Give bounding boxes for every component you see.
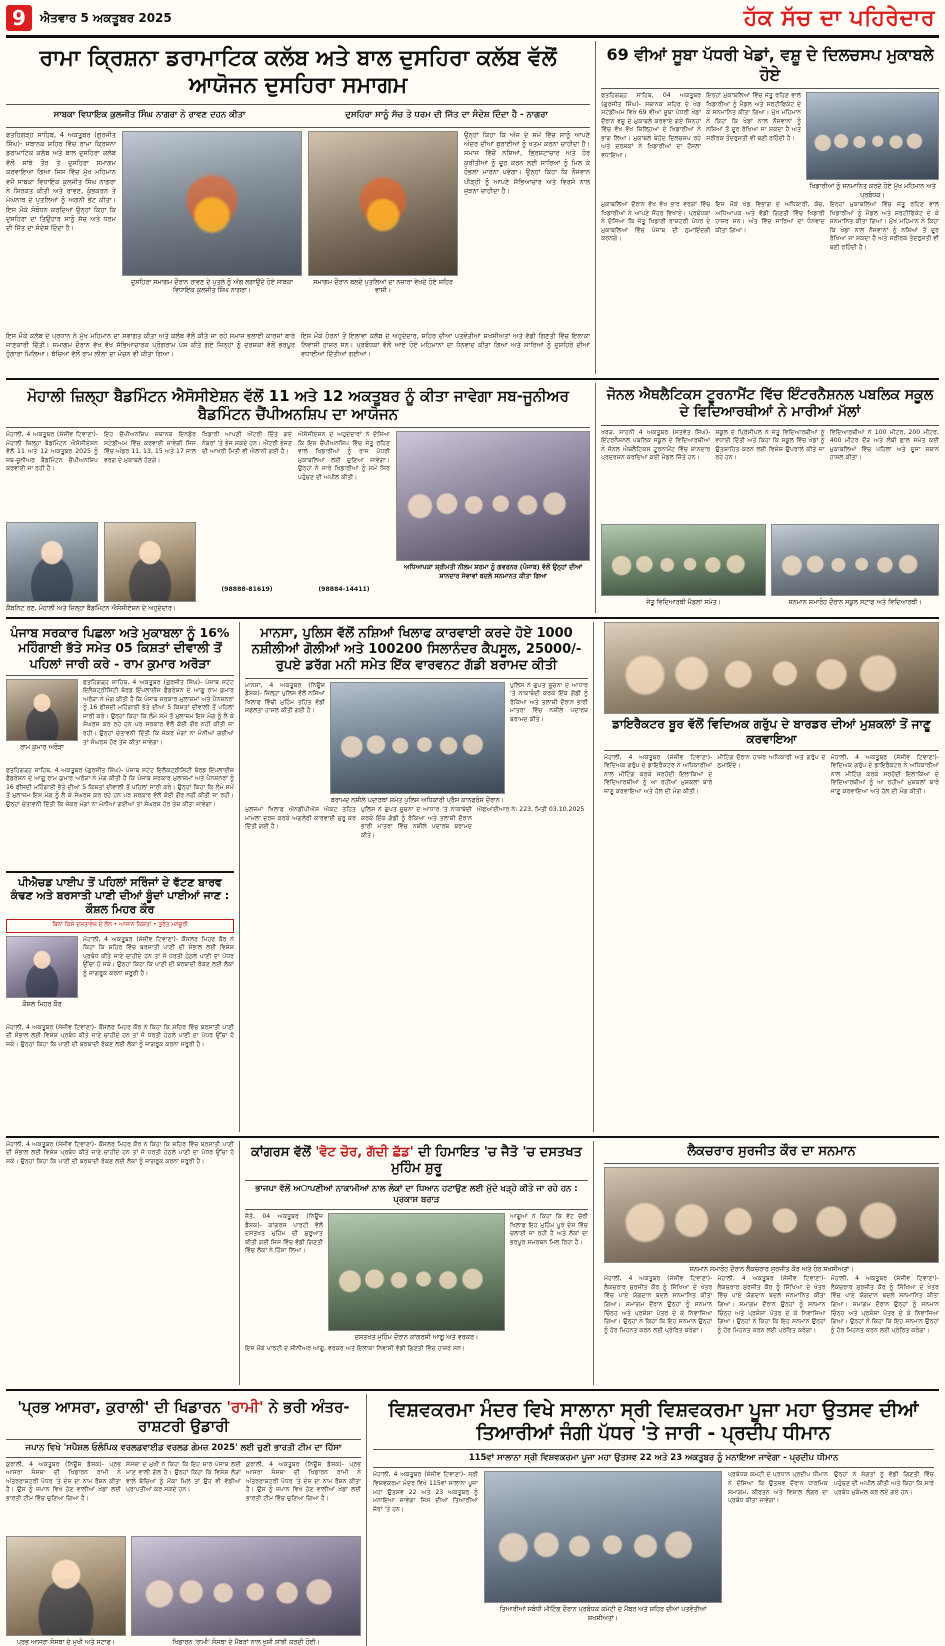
electricity-portrait: [6, 679, 78, 741]
award-photo-caption: ਅਧਿਆਪਕਾ ਸ਼੍ਰੀਮਤੀ ਨੀਲਮ ਸ਼ਰਮਾ ਨੂੰ ਗਵਰਨਰ (ਪੰਜਾਬ) ਵੱਲੋਂ ਉਨ੍ਹਾਂ ਦੀਆਂ ਸ਼ਾਨਦਾਰ ਸੇਵਾਵਾਂ ਬਦਲੇ ਸਨਮਾਨਤ ਕੀਤਾ ਗਿਆ: [403, 563, 583, 580]
masthead: [6, 4, 939, 38]
director-column-1: ਮੋਹਾਲੀ, 4 ਅਕਤੂਬਰ (ਸੰਜੀਵ ਟਿਵਾਣਾ)- ਵਿਦਿਅਕ ਗਰੁੱਪ ਦੇ ਡਾਇਰੈਕਟਰ ਨੇ ਅਧਿਕਾਰੀਆਂ ਨਾਲ ਮੀਟਿੰਗ ਕਰਕੇ ਸਰਹੱਦੀ ਇਲਾਕਿਆਂ ਦੇ ਵਿਦਿਆਰਥੀਆਂ ਨੂੰ ਆ ਰਹੀਆਂ ਮੁਸ਼ਕਲਾਂ ਬਾਰੇ ਜਾਣੂ ਕਰਵਾਇਆ ਅਤੇ ਹੱਲ ਦੀ ਮੰਗ ਕੀਤੀ।: [604, 753, 713, 796]
congress-column-3: ਇਸ ਮੌਕੇ ਪਾਰਟੀ ਦੇ ਸੀਨੀਅਰ ਆਗੂ, ਵਰਕਰ ਅਤੇ ਇਲਾਕਾ ਨਿਵਾਸੀ ਵੱਡੀ ਗਿਣਤੀ ਵਿੱਚ ਹਾਜ਼ਰ ਸਨ।: [245, 1345, 466, 1353]
lecturer-column-1: ਮੋਹਾਲੀ, 4 ਅਕਤੂਬਰ (ਸੰਜੀਵ ਟਿਵਾਣਾ)- ਲੈਕਚਰਾਰ ਸੁਰਜੀਤ ਕੌਰ ਨੂੰ ਸਿੱਖਿਆ ਦੇ ਖੇਤਰ ਵਿੱਚ ਪਾਏ ਯੋਗਦਾਨ ਬਦਲੇ ਸਨਮਾਨਿਤ ਕੀਤਾ ਗਿਆ। ਸਮਾਗਮ ਦੌਰਾਨ ਉਨ੍ਹਾਂ ਨੂੰ ਸਨਮਾਨ ਚਿੰਨ੍ਹ ਅਤੇ ਪ੍ਰਸ਼ੰਸਾ ਪੱਤਰ ਦੇ ਕੇ ਨਿਵਾਜਿਆ ਗਿਆ। ਉਨ੍ਹਾਂ ਨੇ ਕਿਹਾ ਕਿ ਇਹ ਸਨਮਾਨ ਉਨ੍ਹਾਂ ਨੂੰ ਹੋਰ ਮਿਹਨਤ ਕਰਨ ਲਈ ਪ੍ਰੇਰਿਤ ਕਰੇਗਾ।: [604, 1275, 713, 1334]
water-body: ਮੋਹਾਲੀ, 4 ਅਕਤੂਬਰ (ਸੰਜੀਵ ਟਿਵਾਣਾ)- ਕੌਂਸਲਰ ਮਿਹਰ ਕੌਰ ਨੇ ਕਿਹਾ ਕਿ ਸ਼ਹਿਰ ਵਿੱਚ ਬਰਸਾਤੀ ਪਾਣੀ ਦੀ ਸੰਭਾਲ ਲਈ ਵਿਸ਼ੇਸ਼ ਪ੍ਰਬੰਧ ਕੀਤੇ ਜਾਣੇ ਚਾਹੀਦੇ ਹਨ ਤਾਂ ਜੋ ਧਰਤੀ ਹੇਠਲੇ ਪਾਣੀ ਦਾ ਪੱਧਰ ਉੱਚਾ ਹੋ ਸਕੇ। ਉਨ੍ਹਾਂ ਕਿਹਾ ਕਿ ਪਾਣੀ ਦੀ ਬਰਬਾਦੀ ਰੋਕਣ ਲਈ ਲੋਕਾਂ ਨੂੰ ਜਾਗਰੂਕ ਕਰਨਾ ਜ਼ਰੂਰੀ ਹੈ।: [83, 935, 234, 977]
congress-photo-caption: ਦਸਤਖਤ ਮੁਹਿੰਮ ਦੌਰਾਨ ਕਾਂਗਰਸੀ ਆਗੂ ਅਤੇ ਵਰਕਰ।: [354, 1333, 479, 1342]
newspaper-logo: ਹੱਕ ਸੱਚ ਦਾ ਪਹਿਰੇਦਾਰ: [743, 5, 935, 31]
bottom-band: [6, 1394, 939, 1646]
vishwakarma-photo: [484, 1471, 722, 1603]
director-column-2: ਮੀਟਿੰਗ ਦੌਰਾਨ ਹਾਜ਼ਰ ਅਧਿਕਾਰੀ ਅਤੇ ਗਰੁੱਪ ਦੇ ਨੁਮਾਇੰਦੇ।: [717, 753, 826, 770]
sports-photo-caption: ਖਿਡਾਰੀਆਂ ਨੂੰ ਸਨਮਾਨਿਤ ਕਰਦੇ ਹੋਏ ਮੁੱਖ ਮਹਿਮਾਨ ਅਤੇ ਪ੍ਰਬੰਧਕ।: [809, 182, 936, 199]
vishwakarma-article: [366, 1394, 934, 1646]
loan-ad-banner[interactable]: [6, 919, 234, 933]
police-column-1: ਮਾਨਸਾ, 4 ਅਕਤੂਬਰ (ਨਿਊਜ਼ ਡੈਸਕ)- ਜ਼ਿਲ੍ਹਾ ਪੁਲਿਸ ਵੱਲੋਂ ਨਸ਼ਿਆਂ ਖਿਲਾਫ ਵਿੱਢੀ ਮੁਹਿੰਮ ਤਹਿਤ ਵੱਡੀ ਸਫਲਤਾ ਹਾਸਲ ਕੀਤੀ ਗਈ ਹੈ।: [245, 681, 325, 715]
vishwakarma-column-1: ਮੋਹਾਲੀ, 4 ਅਕਤੂਬਰ (ਸੰਜੀਵ ਟਿਵਾਣਾ)- ਸ੍ਰੀ ਵਿਸ਼ਵਕਰਮਾ ਮੰਦਰ ਵਿਖੇ 115ਵਾਂ ਸਾਲਾਨਾ ਪੂਜਾ ਮਹਾ ਉਤਸਵ 22 ਅਤੇ 23 ਅਕਤੂਬਰ ਨੂੰ ਮਨਾਇਆ ਜਾਵੇਗਾ ਜਿਸ ਦੀਆਂ ਤਿਆਰੀਆਂ ਜ਼ੋਰਾਂ 'ਤੇ ਹਨ।: [373, 1471, 478, 1513]
sports-column-1: ਫਤਹਿਗੜ੍ਹ ਸਾਹਿਬ, 04 ਅਕਤੂਬਰ (ਗੁਰਜੀਤ ਸਿੰਘ)- ਸਥਾਨਕ ਸ਼ਹਿਰ ਦੇ ਖੇਡ ਸਟੇਡੀਅਮ ਵਿਖੇ 69 ਵੀਆਂ ਸੂਬਾ ਪੱਧਰੀ ਖੇਡਾਂ ਦੌਰਾਨ ਵਸ਼ੂ ਦੇ ਮੁਕਾਬਲੇ ਕਰਵਾਏ ਗਏ ਜਿਨ੍ਹਾਂ ਵਿੱਚ ਵੱਖ ਵੱਖ ਜ਼ਿਲ੍ਹਿਆਂ ਦੇ ਖਿਡਾਰੀਆਂ ਨੇ ਭਾਗ ਲਿਆ। ਮੁਕਾਬਲੇ ਬੇਹੱਦ ਦਿਲਚਸਪ ਰਹੇ ਅਤੇ ਦਰਸ਼ਕਾਂ ਨੇ ਖਿਡਾਰੀਆਂ ਦਾ ਹੌਸਲਾ ਵਧਾਇਆ।: [601, 92, 702, 159]
police-column-4: ਪੁਲਿਸ ਨੇ ਗੁਪਤ ਸੂਚਨਾ ਦੇ ਆਧਾਰ 'ਤੇ ਨਾਕਾਬੰਦੀ ਕਰਕੇ ਇੱਕ ਗੱਡੀ ਨੂੰ ਰੋਕਿਆ ਅਤੇ ਤਲਾਸ਼ੀ ਦੌਰਾਨ ਭਾਰੀ ਮਾਤਰਾ ਵਿੱਚ ਨਸ਼ੀਲੇ ਪਦਾਰਥ ਬਰਾਮਦ ਕੀਤੇ।: [361, 806, 472, 839]
electricity-body: ਫਤਹਿਗੜ੍ਹ ਸਾਹਿਬ, 4 ਅਕਤੂਬਰ (ਗੁਰਜੀਤ ਸਿੰਘ)- ਪੰਜਾਬ ਸਟੇਟ ਇਲੈਕਟ੍ਰੀਸਿਟੀ ਬੋਰਡ ਇੰਪਲਾਈਜ਼ ਫੈਡਰੇਸ਼ਨ ਦੇ ਆਗੂ ਰਾਮ ਕੁਮਾਰ ਅਰੋੜਾ ਨੇ ਮੰਗ ਕੀਤੀ ਹੈ ਕਿ ਪੰਜਾਬ ਸਰਕਾਰ ਮੁਲਾਜ਼ਮਾਂ ਅਤੇ ਪੈਨਸ਼ਨਰਾਂ ਨੂੰ 16 ਫੀਸਦੀ ਮਹਿੰਗਾਈ ਭੱਤੇ ਦੀਆਂ 5 ਕਿਸ਼ਤਾਂ ਦੀਵਾਲੀ ਤੋਂ ਪਹਿਲਾਂ ਜਾਰੀ ਕਰੇ। ਉਨ੍ਹਾਂ ਕਿਹਾ ਕਿ ਲੰਮੇ ਸਮੇਂ ਤੋਂ ਮੁਲਾਜ਼ਮ ਇਸ ਮੰਗ ਨੂੰ ਲੈ ਕੇ ਸੰਘਰਸ਼ ਕਰ ਰਹੇ ਹਨ ਪਰ ਸਰਕਾਰ ਵੱਲੋਂ ਕੋਈ ਗੌਰ ਨਹੀਂ ਕੀਤੀ ਜਾ ਰਹੀ। ਉਨ੍ਹਾਂ ਚੇਤਾਵਨੀ ਦਿੱਤੀ ਕਿ ਜੇਕਰ ਮੰਗਾਂ ਨਾ ਮੰਨੀਆਂ ਗਈਆਂ ਤਾਂ ਸੰਘਰਸ਼ ਹੋਰ ਤੇਜ਼ ਕੀਤਾ ਜਾਵੇਗਾ।: [83, 678, 234, 746]
badminton-headline: ਮੋਹਾਲੀ ਜ਼ਿਲ੍ਹਾ ਬੈਡਮਿੰਟਨ ਐਸੋਸੀਏਸ਼ਨ ਵੱਲੋਂ 11 ਅਤੇ 12 ਅਕਤੂਬਰ ਨੂੰ ਕੀਤਾ ਜਾਵੇਗਾ ਸਬ-ਜੂਨੀਅਰ ਬੈਡਮਿੰਟਨ ਚੈਂਪੀਅਨਸ਼ਿਪ ਦਾ ਆਯੋਜਨ: [27, 386, 569, 424]
sports-column-5: ਇਨ੍ਹਾਂ ਮੁਕਾਬਲਿਆਂ ਵਿੱਚ ਜੇਤੂ ਰਹਿਣ ਵਾਲੇ ਖਿਡਾਰੀਆਂ ਨੂੰ ਮੈਡਲ ਅਤੇ ਸਰਟੀਫਿਕੇਟ ਦੇ ਕੇ ਸਨਮਾਨਿਤ ਕੀਤਾ ਗਿਆ। ਮੁੱਖ ਮਹਿਮਾਨ ਨੇ ਕਿਹਾ ਕਿ ਖੇਡਾਂ ਨਾਲ ਨੌਜਵਾਨਾਂ ਨੂੰ ਨਸ਼ਿਆਂ ਤੋਂ ਦੂਰ ਰੱਖਿਆ ਜਾ ਸਕਦਾ ਹੈ ਅਤੇ ਸਰੀਰਕ ਤੰਦਰੁਸਤੀ ਵੀ ਬਣੀ ਰਹਿੰਦੀ ਹੈ।: [829, 201, 939, 252]
lead-photo-2: [308, 131, 458, 276]
vishwakarma-column-3: ਉਨ੍ਹਾਂ ਨੇ ਸੰਗਤਾਂ ਨੂੰ ਵੱਡੀ ਗਿਣਤੀ ਵਿੱਚ ਪਹੁੰਚਣ ਦੀ ਅਪੀਲ ਕੀਤੀ ਅਤੇ ਕਿਹਾ ਕਿ ਸਾਰੇ ਪ੍ਰਬੰਧ ਮੁਕੰਮਲ ਕਰ ਲਏ ਗਏ ਹਨ।: [834, 1471, 934, 1496]
athletics-headline: ਜੋਨਲ ਐਥਲੈਟਿਕਸ ਟੂਰਨਾਮੈਂਟ ਵਿੱਚ ਇੰਟਰਨੈਸ਼ਨਲ ਪਬਲਿਕ ਸਕੂਲ ਦੇ ਵਿਦਿਆਰਥੀਆਂ ਨੇ ਮਾਰੀਆਂ ਮੱਲਾਂ: [606, 386, 934, 421]
lecturer-headline: ਲੈਕਚਰਾਰ ਸੁਰਜੀਤ ਕੌਰ ਦਾ ਸਨਮਾਨ: [687, 1143, 856, 1159]
badminton-contact-2: (98884-14411): [318, 586, 370, 594]
congress-photo: [328, 1213, 505, 1331]
sports-column-3: ਮੁਕਾਬਲਿਆਂ ਦੌਰਾਨ ਵੱਖ ਵੱਖ ਭਾਰ ਵਰਗਾਂ ਵਿੱਚ ਖਿਡਾਰੀਆਂ ਨੇ ਆਪਣੇ ਜੌਹਰ ਵਿਖਾਏ। ਪ੍ਰਬੰਧਕਾਂ ਨੇ ਦੱਸਿਆ ਕਿ ਜੇਤੂ ਖਿਡਾਰੀ ਰਾਸ਼ਟਰੀ ਪੱਧਰ ਦੇ ਮੁਕਾਬਲਿਆਂ ਵਿੱਚ ਪੰਜਾਬ ਦੀ ਨੁਮਾਇੰਦਗੀ ਕਰਨਗੇ।: [601, 201, 711, 243]
prabh-photo-2: [131, 1536, 361, 1636]
prabh-asra-article: [6, 1394, 361, 1646]
congress-column-1: ਜੈਤੋ, 04 ਅਕਤੂਬਰ (ਨਿਊਜ਼ ਡੈਸਕ)- ਕਾਂਗਰਸ ਪਾਰਟੀ ਵੱਲੋਂ ਦਸਤਖਤ ਮੁਹਿੰਮ ਦੀ ਸ਼ੁਰੂਆਤ ਕੀਤੀ ਗਈ ਜਿਸ ਵਿੱਚ ਵੱਡੀ ਗਿਣਤੀ ਵਿੱਚ ਲੋਕਾਂ ਨੇ ਹਿੱਸਾ ਲਿਆ।: [245, 1213, 323, 1255]
lecturer-column-3: ਮੋਹਾਲੀ, 4 ਅਕਤੂਬਰ (ਸੰਜੀਵ ਟਿਵਾਣਾ)- ਲੈਕਚਰਾਰ ਸੁਰਜੀਤ ਕੌਰ ਨੂੰ ਸਿੱਖਿਆ ਦੇ ਖੇਤਰ ਵਿੱਚ ਪਾਏ ਯੋਗਦਾਨ ਬਦਲੇ ਸਨਮਾਨਿਤ ਕੀਤਾ ਗਿਆ। ਸਮਾਗਮ ਦੌਰਾਨ ਉਨ੍ਹਾਂ ਨੂੰ ਸਨਮਾਨ ਚਿੰਨ੍ਹ ਅਤੇ ਪ੍ਰਸ਼ੰਸਾ ਪੱਤਰ ਦੇ ਕੇ ਨਿਵਾਜਿਆ ਗਿਆ। ਉਨ੍ਹਾਂ ਨੇ ਕਿਹਾ ਕਿ ਇਹ ਸਨਮਾਨ ਉਨ੍ਹਾਂ ਨੂੰ ਹੋਰ ਮਿਹਨਤ ਕਰਨ ਲਈ ਪ੍ਰੇਰਿਤ ਕਰੇਗਾ।: [830, 1275, 939, 1334]
police-article: [239, 622, 594, 1132]
badminton-column-3: ਖਿਡਾਰੀ ਆਪਣੀ ਐਂਟਰੀ ਦਿੱਤੇ ਗਏ ਨੰਬਰਾਂ 'ਤੇ ਭੇਜ ਸਕਦੇ ਹਨ। ਐਂਟਰੀ ਭੇਜਣ ਦੀ ਆਖਰੀ ਮਿਤੀ ਵੀ ਐਲਾਨੀ ਗਈ ਹੈ।: [202, 431, 292, 456]
police-photo-caption: ਬਰਾਮਦ ਨਸ਼ੀਲੇ ਪਦਾਰਥਾਂ ਸਮੇਤ ਪੁਲਿਸ ਅਧਿਕਾਰੀ ਪ੍ਰੈਸ ਕਾਨਫਰੰਸ ਦੌਰਾਨ।: [330, 795, 505, 804]
top-band: [6, 41, 939, 374]
lead-subhead-right: ਦੁਸਹਿਰਾ ਸਾਨੂੰ ਸੱਚ ਤੇ ਧਰਮ ਦੀ ਜਿੱਤ ਦਾ ਸੰਦੇਸ਼ ਦਿੰਦਾ ਹੈ - ਨਾਗਰਾ: [345, 109, 548, 120]
lecturer-photo: [604, 1167, 939, 1263]
police-column-5: ਐਫਆਈਆਰ ਨੰ: 223, ਮਿਤੀ 03.10.2025: [477, 806, 585, 814]
fourth-left-spacer: [6, 1141, 234, 1386]
lecturer-column-2: ਮੋਹਾਲੀ, 4 ਅਕਤੂਬਰ (ਸੰਜੀਵ ਟਿਵਾਣਾ)- ਲੈਕਚਰਾਰ ਸੁਰਜੀਤ ਕੌਰ ਨੂੰ ਸਿੱਖਿਆ ਦੇ ਖੇਤਰ ਵਿੱਚ ਪਾਏ ਯੋਗਦਾਨ ਬਦਲੇ ਸਨਮਾਨਿਤ ਕੀਤਾ ਗਿਆ। ਸਮਾਗਮ ਦੌਰਾਨ ਉਨ੍ਹਾਂ ਨੂੰ ਸਨਮਾਨ ਚਿੰਨ੍ਹ ਅਤੇ ਪ੍ਰਸ਼ੰਸਾ ਪੱਤਰ ਦੇ ਕੇ ਨਿਵਾਜਿਆ ਗਿਆ। ਉਨ੍ਹਾਂ ਨੇ ਕਿਹਾ ਕਿ ਇਹ ਸਨਮਾਨ ਉਨ੍ਹਾਂ ਨੂੰ ਹੋਰ ਮਿਹਨਤ ਕਰਨ ਲਈ ਪ੍ਰੇਰਿਤ ਕਰੇਗਾ।: [717, 1275, 826, 1334]
vishwakarma-photo-caption: ਤਿਆਰੀਆਂ ਸਬੰਧੀ ਮੀਟਿੰਗ ਦੌਰਾਨ ਪ੍ਰਬੰਧਕ ਕਮੇਟੀ ਦੇ ਮੈਂਬਰ ਅਤੇ ਸ਼ਹਿਰ ਦੀਆਂ ਪਤਵੰਤੀਆਂ ਸ਼ਖਸੀਅਤਾਂ।: [499, 1605, 707, 1623]
congress-column-2: ਆਗੂਆਂ ਨੇ ਕਿਹਾ ਕਿ ਵੋਟ ਚੋਰੀ ਖਿਲਾਫ ਇਹ ਮੁਹਿੰਮ ਪੂਰੇ ਦੇਸ਼ ਵਿੱਚ ਚਲਾਈ ਜਾ ਰਹੀ ਹੈ ਅਤੇ ਲੋਕਾਂ ਦਾ ਭਰਪੂਰ ਸਮਰਥਨ ਮਿਲ ਰਿਹਾ ਹੈ।: [510, 1213, 588, 1246]
lead-photo-1: [122, 131, 302, 276]
badminton-column-4: ਐਸੋਸੀਏਸ਼ਨ ਦੇ ਅਹੁਦੇਦਾਰਾਂ ਨੇ ਦੱਸਿਆ ਕਿ ਇਸ ਚੈਂਪੀਅਨਸ਼ਿਪ ਵਿੱਚ ਜੇਤੂ ਰਹਿਣ ਵਾਲੇ ਖਿਡਾਰੀਆਂ ਨੂੰ ਰਾਜ ਪੱਧਰੀ ਮੁਕਾਬਲਿਆਂ ਲਈ ਚੁਣਿਆ ਜਾਵੇਗਾ। ਉਨ੍ਹਾਂ ਨੇ ਸਾਰੇ ਖਿਡਾਰੀਆਂ ਨੂੰ ਸਮੇਂ ਸਿਰ ਪਹੁੰਚਣ ਦੀ ਅਪੀਲ ਕੀਤੀ।: [298, 431, 390, 481]
lead-column-4: ਇਸ ਮੌਕੇ ਹੋਰਨਾਂ ਤੋਂ ਇਲਾਵਾ ਕਲੱਬ ਦੇ ਅਹੁਦੇਦਾਰ, ਸ਼ਹਿਰ ਦੀਆਂ ਪਤਵੰਤੀਆਂ ਸ਼ਖਸੀਅਤਾਂ ਅਤੇ ਵੱਡੀ ਗਿਣਤੀ ਵਿੱਚ ਇਲਾਕਾ ਨਿਵਾਸੀ ਹਾਜ਼ਰ ਸਨ। ਪ੍ਰਬੰਧਕਾਂ ਵੱਲੋਂ ਆਏ ਹੋਏ ਮਹਿਮਾਨਾਂ ਦਾ ਧੰਨਵਾਦ ਕੀਤਾ ਗਿਆ ਅਤੇ ਸਾਰਿਆਂ ਨੂੰ ਦੁਸਹਿਰੇ ਦੀਆਂ ਵਧਾਈਆਂ ਦਿੱਤੀਆਂ ਗਈਆਂ।: [301, 331, 591, 359]
badminton-article: [6, 383, 590, 613]
third-band: [6, 622, 939, 1132]
athletics-caption-right: ਸਨਮਾਨ ਸਮਾਰੋਹ ਦੌਰਾਨ ਸਕੂਲ ਸਟਾਫ ਅਤੇ ਵਿਦਿਆਰਥੀ।: [788, 597, 922, 606]
second-band: [6, 383, 939, 613]
congress-subhead: ਭਾਜਪਾ ਵੱਲੋਂ ਅਾਪਣੀਆਂ ਨਾਕਾਮੀਆਂ ਨਾਲ ਲੋਕਾਂ ਦਾ ਧਿਆਨ ਹਟਾਉਣ ਲਈ ਮੁੱਦੇ ਖੜ੍ਹੇ ਕੀਤੇ ਜਾ ਰਹੇ ਹਨ : ਪ੍ਰਕਾਸ਼ ਬਰਾੜ: [255, 1184, 578, 1206]
prabh-column-2: ਸੰਸਥਾ ਦੇ ਮੁਖੀ ਨੇ ਕਿਹਾ ਕਿ ਇਹ ਸਾਰੇ ਪੰਜਾਬ ਲਈ ਮਾਣ ਵਾਲੀ ਗੱਲ ਹੈ। ਉਨ੍ਹਾਂ ਕਿਹਾ ਕਿ ਵਿਸ਼ੇਸ਼ ਲੋੜਾਂ ਵਾਲੇ ਬੱਚਿਆਂ ਨੂੰ ਮੌਕਾ ਮਿਲੇ ਤਾਂ ਉਹ ਵੀ ਵੱਡੀਆਂ ਪ੍ਰਾਪਤੀਆਂ ਕਰ ਸਕਦੇ ਹਨ।: [126, 1460, 241, 1494]
badminton-portrait-2: [104, 522, 196, 602]
left-stack: [6, 622, 234, 1132]
lead-headline: ਰਾਮਾ ਕ੍ਰਿਸ਼ਨਾ ਡਰਾਮਾਟਿਕ ਕਲੱਬ ਅਤੇ ਬਾਲ ਦੁਸਹਿਰਾ ਕਲੱਬ ਵੱਲੋਂ ਆਯੋਜਨ ਦੁਸਹਿਰਾ ਸਮਾਗਮ: [39, 46, 557, 98]
congress-headline-post: ਦੀ ਹਿਮਾਇਤ 'ਚ ਜੈਤੋ 'ਚ ਦਸਤਖਤ ਮੁਹਿੰਮ ਸ਼ੁਰੂ: [391, 1144, 582, 1176]
lead-photo-2-caption: ਸਮਾਗਮ ਦੌਰਾਨ ਬਲਦੇ ਪੁਤਲਿਆਂ ਦਾ ਨਜ਼ਾਰਾ ਵੇਖਦੇ ਹੋਏ ਸ਼ਹਿਰ ਵਾਸੀ।: [313, 277, 453, 295]
water-body-cont: ਮੋਹਾਲੀ, 4 ਅਕਤੂਬਰ (ਸੰਜੀਵ ਟਿਵਾਣਾ)- ਕੌਂਸਲਰ ਮਿਹਰ ਕੌਰ ਨੇ ਕਿਹਾ ਕਿ ਸ਼ਹਿਰ ਵਿੱਚ ਬਰਸਾਤੀ ਪਾਣੀ ਦੀ ਸੰਭਾਲ ਲਈ ਵਿਸ਼ੇਸ਼ ਪ੍ਰਬੰਧ ਕੀਤੇ ਜਾਣੇ ਚਾਹੀਦੇ ਹਨ ਤਾਂ ਜੋ ਧਰਤੀ ਹੇਠਲੇ ਪਾਣੀ ਦਾ ਪੱਧਰ ਉੱਚਾ ਹੋ ਸਕੇ। ਉਨ੍ਹਾਂ ਕਿਹਾ ਕਿ ਪਾਣੀ ਦੀ ਬਰਬਾਦੀ ਰੋਕਣ ਲਈ ਲੋਕਾਂ ਨੂੰ ਜਾਗਰੂਕ ਕਰਨਾ ਜ਼ਰੂਰੀ ਹੈ।: [6, 1023, 234, 1048]
page-number-badge: 9: [6, 5, 32, 31]
vishwakarma-column-2: ਪ੍ਰਬੰਧਕ ਕਮੇਟੀ ਦੇ ਪ੍ਰਧਾਨ ਪ੍ਰਦੀਪ ਧੀਮਾਨ ਨੇ ਦੱਸਿਆ ਕਿ ਉਤਸਵ ਦੌਰਾਨ ਧਾਰਮਿਕ ਸਮਾਗਮ, ਕੀਰਤਨ ਅਤੇ ਵਿਸ਼ਾਲ ਲੰਗਰ ਦਾ ਪ੍ਰਬੰਧ ਕੀਤਾ ਜਾਵੇਗਾ।: [728, 1471, 828, 1505]
water-portrait: [6, 936, 78, 998]
prabh-column-3: ਕੁਰਾਲੀ, 4 ਅਕਤੂਬਰ (ਨਿਊਜ਼ ਡੈਸਕ)- ਪ੍ਰਭ ਆਸਰਾ ਸੰਸਥਾ ਦੀ ਖਿਡਾਰਨ ਰਾਮੀ ਨੇ ਅੰਤਰਰਾਸ਼ਟਰੀ ਪੱਧਰ 'ਤੇ ਦੇਸ਼ ਦਾ ਨਾਮ ਰੌਸ਼ਨ ਕੀਤਾ ਹੈ। ਉਸ ਨੂੰ ਜਪਾਨ ਵਿਖੇ ਹੋਣ ਵਾਲੀਆਂ ਖੇਡਾਂ ਲਈ ਭਾਰਤੀ ਟੀਮ ਵਿੱਚ ਚੁਣਿਆ ਗਿਆ ਹੈ।: [246, 1460, 361, 1502]
prabh-caption-1: ਪ੍ਰਭ ਆਸਰਾ ਸੰਸਥਾ ਦੇ ਮੁਖੀ ਅਤੇ ਸਟਾਫ।: [16, 1637, 116, 1646]
lead-column-3: ਇਸ ਮੌਕੇ ਕਲੱਬ ਦੇ ਪ੍ਰਧਾਨ ਨੇ ਮੁੱਖ ਮਹਿਮਾਨ ਦਾ ਸਵਾਗਤ ਕੀਤਾ ਅਤੇ ਕਲੱਬ ਵੱਲੋਂ ਕੀਤੇ ਜਾ ਰਹੇ ਸਮਾਜ ਭਲਾਈ ਕਾਰਜਾਂ ਬਾਰੇ ਜਾਣਕਾਰੀ ਦਿੱਤੀ। ਸਮਾਗਮ ਦੌਰਾਨ ਵੱਖ ਵੱਖ ਸੱਭਿਆਚਾਰਕ ਪ੍ਰੋਗਰਾਮ ਪੇਸ਼ ਕੀਤੇ ਗਏ ਜਿਨ੍ਹਾਂ ਨੂੰ ਦਰਸ਼ਕਾਂ ਵੱਲੋਂ ਭਰਪੂਰ ਹੁੰਗਾਰਾ ਮਿਲਿਆ। ਬੱਚਿਆਂ ਵੱਲੋਂ ਰਾਮ ਲੀਲਾ ਦਾ ਮੰਚਨ ਵੀ ਕੀਤਾ ਗਿਆ।: [6, 331, 296, 359]
director-column-3: ਮੋਹਾਲੀ, 4 ਅਕਤੂਬਰ (ਸੰਜੀਵ ਟਿਵਾਣਾ)- ਵਿਦਿਅਕ ਗਰੁੱਪ ਦੇ ਡਾਇਰੈਕਟਰ ਨੇ ਅਧਿਕਾਰੀਆਂ ਨਾਲ ਮੀਟਿੰਗ ਕਰਕੇ ਸਰਹੱਦੀ ਇਲਾਕਿਆਂ ਦੇ ਵਿਦਿਆਰਥੀਆਂ ਨੂੰ ਆ ਰਹੀਆਂ ਮੁਸ਼ਕਲਾਂ ਬਾਰੇ ਜਾਣੂ ਕਰਵਾਇਆ ਅਤੇ ਹੱਲ ਦੀ ਮੰਗ ਕੀਤੀ।: [830, 753, 939, 796]
badminton-photo-caption: ਕੈਬਨਿਟ ਰਣ, ਮੋਹਾਲੀ ਅਤੇ ਜ਼ਿਲ੍ਹਾ ਬੈਡਮਿੰਟਨ ਐਸੋਸੀਏਸ਼ਨ ਦੇ ਅਹੁਦੇਦਾਰ।: [6, 604, 177, 613]
prabh-photo-1: [6, 1536, 126, 1636]
prabh-subhead: ਜਪਾਨ ਵਿਖੇ 'ਸਪੈਸ਼ਲ ਓਲੰਪਿਕ ਵਰਲਡਵਾਈਡ ਵਰਲਡ ਗੇਮਜ਼ 2025' ਲਈ ਚੁਣੀ ਭਾਰਤੀ ਟੀਮ ਦਾ ਹਿੱਸਾ: [25, 1442, 342, 1453]
prabh-headline-highlight: 'ਰਾਮੀ': [226, 1398, 264, 1417]
athletics-caption-left: ਜੇਤੂ ਵਿਦਿਆਰਥੀ ਮੈਡਲਾਂ ਸਮੇਤ।: [646, 597, 722, 606]
athletics-column-3: ਵਿਦਿਆਰਥੀਆਂ ਨੇ 100 ਮੀਟਰ, 200 ਮੀਟਰ, 400 ਮੀਟਰ ਦੌੜ ਅਤੇ ਲੰਬੀ ਛਾਲ ਸਮੇਤ ਕਈ ਮੁਕਾਬਲਿਆਂ ਵਿੱਚ ਪਹਿਲਾ ਅਤੇ ਦੂਜਾ ਸਥਾਨ ਹਾਸਲ ਕੀਤਾ।: [829, 428, 939, 462]
athletics-column-2: ਸਕੂਲ ਦੇ ਪ੍ਰਿੰਸੀਪਲ ਨੇ ਜੇਤੂ ਵਿਦਿਆਰਥੀਆਂ ਨੂੰ ਵਧਾਈ ਦਿੱਤੀ ਅਤੇ ਕਿਹਾ ਕਿ ਸਕੂਲ ਵਿੱਚ ਖੇਡਾਂ ਨੂੰ ਉਤਸ਼ਾਹਿਤ ਕਰਨ ਲਈ ਵਿਸ਼ੇਸ਼ ਉਪਰਾਲੇ ਕੀਤੇ ਜਾ ਰਹੇ ਹਨ।: [715, 428, 825, 462]
electricity-headline: ਪੰਜਾਬ ਸਰਕਾਰ ਪਿਛਲਾ ਅਤੇ ਮੁਕਾਬਲਾ ਨੂੰ 16% ਮਹਿੰਗਾਈ ਭੱਤੇ ਸਮੇਤ 05 ਕਿਸ਼ਤਾਂ ਦੀਵਾਲੀ ਤੋਂ ਪਹਿਲਾਂ ਜਾਰੀ ਕਰੇ - ਰਾਮ ਕੁਮਾਰ ਅਰੋੜਾ: [10, 624, 230, 672]
electricity-caption: ਰਾਮ ਕੁਮਾਰ ਅਰੋੜਾ: [20, 742, 64, 751]
loan-ad-text: ਬਿਨਾਂ ਕਿਸੇ ਦਸਤਾਵੇਜ਼ ਦੇ ਲੋਨ • ਆਸਾਨ ਕਿਸ਼ਤਾਂ • ਤੁਰੰਤ ਮਨਜ਼ੂਰੀ: [52, 921, 188, 928]
director-headline: ਡਾਇਰੈਕਟਰ ਬੂਰ ਵੱਲੋਂ ਵਿਦਿਅਕ ਗਰੁੱਪ ਦੇ ਬਾਰਡਰ ਦੀਆਂ ਮੁਸ਼ਕਲਾਂ ਤੋਂ ਜਾਣੂ ਕਰਵਾਇਆ: [612, 716, 931, 746]
sports-article: [595, 41, 939, 374]
award-photo: [396, 431, 590, 561]
sports-headline: 69 ਵੀਆਂ ਸੂਬਾ ਪੱਧਰੀ ਖੇਡਾਂ, ਵਸ਼ੂ ਦੇ ਦਿਲਚਸਪ ਮੁਕਾਬਲੇ ਹੋਏ: [606, 45, 934, 84]
lecturer-article: [599, 1141, 939, 1386]
vishwakarma-subhead: 115ਵਾਂ ਸਾਲਾਨਾ ਸ੍ਰੀ ਵਿਸ਼ਵਕਰਮਾ ਪੂਜਾ ਮਹਾ ਉਤਸਵ 22 ਅਤੇ 23 ਅਕਤੂਬਰ ਨੂੰ ਮਨਾਇਆ ਜਾਵੇਗਾ - ਪ੍ਰਦੀਪ ਧੀਮਾਨ: [468, 1453, 839, 1464]
athletics-photo-right: [771, 524, 939, 596]
police-column-3: ਮੁਲਜ਼ਮਾਂ ਖਿਲਾਫ ਐਨਡੀਪੀਐਸ ਐਕਟ ਤਹਿਤ ਮਾਮਲਾ ਦਰਜ ਕਰਕੇ ਅਗਲੇਰੀ ਕਾਰਵਾਈ ਸ਼ੁਰੂ ਕਰ ਦਿੱਤੀ ਗਈ ਹੈ।: [245, 806, 356, 831]
vishwakarma-headline: ਵਿਸ਼ਵਕਰਮਾ ਮੰਦਰ ਵਿਖੇ ਸਾਲਾਨਾ ਸ੍ਰੀ ਵਿਸ਼ਵਕਰਮਾ ਪੂਜਾ ਮਹਾ ਉਤਸਵ ਦੀਆਂ ਤਿਆਰੀਆਂ ਜੰਗੀ ਪੱਧਰ 'ਤੇ ਜਾਰੀ - ਪ੍ਰਦੀਪ ਧੀਮਾਨ: [388, 1399, 919, 1445]
congress-headline-pre: ਕਾਂਗਰਸ ਵੱਲੋਂ: [251, 1144, 311, 1160]
electricity-body-cont: ਫਤਹਿਗੜ੍ਹ ਸਾਹਿਬ, 4 ਅਕਤੂਬਰ (ਗੁਰਜੀਤ ਸਿੰਘ)- ਪੰਜਾਬ ਸਟੇਟ ਇਲੈਕਟ੍ਰੀਸਿਟੀ ਬੋਰਡ ਇੰਪਲਾਈਜ਼ ਫੈਡਰੇਸ਼ਨ ਦੇ ਆਗੂ ਰਾਮ ਕੁਮਾਰ ਅਰੋੜਾ ਨੇ ਮੰਗ ਕੀਤੀ ਹੈ ਕਿ ਪੰਜਾਬ ਸਰਕਾਰ ਮੁਲਾਜ਼ਮਾਂ ਅਤੇ ਪੈਨਸ਼ਨਰਾਂ ਨੂੰ 16 ਫੀਸਦੀ ਮਹਿੰਗਾਈ ਭੱਤੇ ਦੀਆਂ 5 ਕਿਸ਼ਤਾਂ ਦੀਵਾਲੀ ਤੋਂ ਪਹਿਲਾਂ ਜਾਰੀ ਕਰੇ। ਉਨ੍ਹਾਂ ਕਿਹਾ ਕਿ ਲੰਮੇ ਸਮੇਂ ਤੋਂ ਮੁਲਾਜ਼ਮ ਇਸ ਮੰਗ ਨੂੰ ਲੈ ਕੇ ਸੰਘਰਸ਼ ਕਰ ਰਹੇ ਹਨ ਪਰ ਸਰਕਾਰ ਵੱਲੋਂ ਕੋਈ ਗੌਰ ਨਹੀਂ ਕੀਤੀ ਜਾ ਰਹੀ। ਉਨ੍ਹਾਂ ਚੇਤਾਵਨੀ ਦਿੱਤੀ ਕਿ ਜੇਕਰ ਮੰਗਾਂ ਨਾ ਮੰਨੀਆਂ ਗਈਆਂ ਤਾਂ ਸੰਘਰਸ਼ ਹੋਰ ਤੇਜ਼ ਕੀਤਾ ਜਾਵੇਗਾ।: [6, 766, 234, 808]
director-article: [599, 622, 939, 1132]
badminton-portrait-1: [6, 522, 98, 602]
lead-photo-1-caption: ਦੁਸਹਿਰਾ ਸਮਾਗਮ ਦੌਰਾਨ ਰਾਵਣ ਦੇ ਪੁਤਲੇ ਨੂੰ ਅੱਗ ਲਗਾਉਂਦੇ ਹੋਏ ਸਾਬਕਾ ਵਿਧਾਇਕ ਕੁਲਜੀਤ ਸਿੰਘ ਨਾਗਰਾ।: [130, 277, 294, 295]
badminton-column-1: ਮੋਹਾਲੀ, 4 ਅਕਤੂਬਰ (ਸੰਜੀਵ ਟਿਵਾਣਾ)- ਮੋਹਾਲੀ ਜ਼ਿਲ੍ਹਾ ਬੈਡਮਿੰਟਨ ਐਸੋਸੀਏਸ਼ਨ ਵੱਲੋਂ 11 ਅਤੇ 12 ਅਕਤੂਬਰ 2025 ਨੂੰ ਸਬ-ਜੂਨੀਅਰ ਬੈਡਮਿੰਟਨ ਚੈਂਪੀਅਨਸ਼ਿਪ ਕਰਵਾਈ ਜਾ ਰਹੀ ਹੈ।: [6, 431, 98, 473]
lecturer-photo-caption: ਸਨਮਾਨ ਸਮਾਰੋਹ ਦੌਰਾਨ ਲੈਕਚਰਾਰ ਸੁਰਜੀਤ ਕੌਰ ਅਤੇ ਹੋਰ ਸ਼ਖਸੀਅਤਾਂ।: [689, 1264, 854, 1273]
water-caption: ਕੌਸ਼ਲ ਮਿਹਰ ਕੌਰ: [22, 999, 62, 1008]
athletics-column-1: ਖਰੜ, ਸਾਹਨੀ 4 ਅਕਤੂਬਰ (ਸਤਵੰਤ ਸਿੰਘ)- ਇੰਟਰਨੈਸ਼ਨਲ ਪਬਲਿਕ ਸਕੂਲ ਦੇ ਵਿਦਿਆਰਥੀਆਂ ਨੇ ਜੋਨਲ ਐਥਲੈਟਿਕਸ ਟੂਰਨਾਮੈਂਟ ਵਿੱਚ ਸ਼ਾਨਦਾਰ ਪ੍ਰਦਰਸ਼ਨ ਕਰਦਿਆਂ ਕਈ ਮੈਡਲ ਜਿੱਤੇ ਹਨ।: [601, 428, 711, 462]
lead-subhead-left: ਸਾਬਕਾ ਵਿਧਾਇਕ ਕੁਲਜੀਤ ਸਿੰਘ ਨਾਗਰਾ ਨੇ ਰਾਵਣ ਦਹਨ ਕੀਤਾ: [53, 109, 246, 120]
sports-photo: [806, 92, 939, 180]
prabh-headline-line3: ਨੇ ਭਰੀ ਅੰਤਰ-ਰਾਸ਼ਟਰੀ ਉਡਾਰੀ: [138, 1398, 350, 1435]
sports-column-2: ਇਨ੍ਹਾਂ ਮੁਕਾਬਲਿਆਂ ਵਿੱਚ ਜੇਤੂ ਰਹਿਣ ਵਾਲੇ ਖਿਡਾਰੀਆਂ ਨੂੰ ਮੈਡਲ ਅਤੇ ਸਰਟੀਫਿਕੇਟ ਦੇ ਕੇ ਸਨਮਾਨਿਤ ਕੀਤਾ ਗਿਆ। ਮੁੱਖ ਮਹਿਮਾਨ ਨੇ ਕਿਹਾ ਕਿ ਖੇਡਾਂ ਨਾਲ ਨੌਜਵਾਨਾਂ ਨੂੰ ਨਸ਼ਿਆਂ ਤੋਂ ਦੂਰ ਰੱਖਿਆ ਜਾ ਸਕਦਾ ਹੈ ਅਤੇ ਸਰੀਰਕ ਤੰਦਰੁਸਤੀ ਵੀ ਬਣੀ ਰਹਿੰਦੀ ਹੈ।: [706, 92, 802, 142]
water-body-tail: ਮੋਹਾਲੀ, 4 ਅਕਤੂਬਰ (ਸੰਜੀਵ ਟਿਵਾਣਾ)- ਕੌਂਸਲਰ ਮਿਹਰ ਕੌਰ ਨੇ ਕਿਹਾ ਕਿ ਸ਼ਹਿਰ ਵਿੱਚ ਬਰਸਾਤੀ ਪਾਣੀ ਦੀ ਸੰਭਾਲ ਲਈ ਵਿਸ਼ੇਸ਼ ਪ੍ਰਬੰਧ ਕੀਤੇ ਜਾਣੇ ਚਾਹੀਦੇ ਹਨ ਤਾਂ ਜੋ ਧਰਤੀ ਹੇਠਲੇ ਪਾਣੀ ਦਾ ਪੱਧਰ ਉੱਚਾ ਹੋ ਸਕੇ। ਉਨ੍ਹਾਂ ਕਿਹਾ ਕਿ ਪਾਣੀ ਦੀ ਬਰਬਾਦੀ ਰੋਕਣ ਲਈ ਲੋਕਾਂ ਨੂੰ ਜਾਗਰੂਕ ਕਰਨਾ ਜ਼ਰੂਰੀ ਹੈ।: [6, 1140, 234, 1165]
badminton-contact-1: (98888-81619): [221, 586, 273, 594]
fourth-band: [6, 1141, 939, 1386]
congress-headline-highlight: 'ਵੋਟ ਚੋਰ, ਗੱਦੀ ਛੱਡ': [315, 1144, 414, 1160]
athletics-photo-left: [601, 524, 766, 596]
director-photo: [604, 622, 939, 714]
water-headline: ਪੀਐਚਡ ਪਾਈਪ ਤੋਂ ਪਹਿਲਾਂ ਸਰਿੰਜਾਂ ਦੇ ਵੱਟਣ ਬਾਰਵ ਕੰਢਣ ਅਤੇ ਬਰਸਾਤੀ ਪਾਣੀ ਦੀਆਂ ਬੂੰਦਾਂ ਪਾਈਆਂ ਜਾਣ : ਕੌਸ਼ਲ ਮਿਹਰ ਕੌਰ: [10, 875, 230, 917]
congress-article: [239, 1141, 594, 1386]
athletics-article: [595, 383, 939, 613]
police-headline: ਮਾਨਸਾ, ਪੁਲਿਸ ਵੱਲੋਂ ਨਸ਼ਿਆਂ ਖਿਲਾਫ ਕਾਰਵਾਈ ਕਰਦੇ ਹੋਏ 1000 ਨਸ਼ੀਲੀਆਂ ਗੋਲੀਆਂ ਅਤੇ 100200 ਸਿਲਾਨੰਦਰ ਕੈਪਸੂਲ, 25000/- ਰੁਪਏ ਡਰੱਗ ਮਨੀ ਸਮੇਤ ਇੱਕ ਵਾਰਵਨਟ ਗੱਡੀ ਬਰਾਮਦ ਕੀਤੀ: [251, 625, 582, 674]
prabh-column-1: ਕੁਰਾਲੀ, 4 ਅਕਤੂਬਰ (ਨਿਊਜ਼ ਡੈਸਕ)- ਪ੍ਰਭ ਆਸਰਾ ਸੰਸਥਾ ਦੀ ਖਿਡਾਰਨ ਰਾਮੀ ਨੇ ਅੰਤਰਰਾਸ਼ਟਰੀ ਪੱਧਰ 'ਤੇ ਦੇਸ਼ ਦਾ ਨਾਮ ਰੌਸ਼ਨ ਕੀਤਾ ਹੈ। ਉਸ ਨੂੰ ਜਪਾਨ ਵਿਖੇ ਹੋਣ ਵਾਲੀਆਂ ਖੇਡਾਂ ਲਈ ਭਾਰਤੀ ਟੀਮ ਵਿੱਚ ਚੁਣਿਆ ਗਿਆ ਹੈ।: [6, 1460, 121, 1502]
publication-date: ਐਤਵਾਰ 5 ਅਕਤੂਬਰ 2025: [40, 10, 172, 25]
lead-article: [6, 41, 590, 374]
prabh-headline-line1: 'ਪ੍ਰਭ ਆਸਰਾ, ਕੁਰਾਲੀ' ਦੀ ਖਿਡਾਰਨ: [17, 1398, 222, 1417]
lead-column-1: ਫਤਹਿਗੜ੍ਹ ਸਾਹਿਬ, 4 ਅਕਤੂਬਰ (ਗੁਰਜੀਤ ਸਿੰਘ)- ਸਥਾਨਕ ਸ਼ਹਿਰ ਵਿੱਚ ਰਾਮਾ ਕ੍ਰਿਸ਼ਨਾ ਡਰਾਮਾਟਿਕ ਕਲੱਬ ਅਤੇ ਬਾਲ ਦੁਸਹਿਰਾ ਕਲੱਬ ਵੱਲੋਂ ਸਾਂਝੇ ਤੌਰ ਤੇ ਦੁਸਹਿਰਾ ਸਮਾਗਮ ਕਰਵਾਇਆ ਗਿਆ ਜਿਸ ਵਿੱਚ ਮੁੱਖ ਮਹਿਮਾਨ ਵਜੋਂ ਸਾਬਕਾ ਵਿਧਾਇਕ ਕੁਲਜੀਤ ਸਿੰਘ ਨਾਗਰਾ ਨੇ ਸ਼ਿਰਕਤ ਕੀਤੀ ਅਤੇ ਰਾਵਣ, ਕੁੰਭਕਰਨ ਤੇ ਮੇਘਨਾਥ ਦੇ ਪੁਤਲਿਆਂ ਨੂੰ ਅਗਨੀ ਭੇਂਟ ਕੀਤਾ। ਇਸ ਮੌਕੇ ਸੰਬੋਧਨ ਕਰਦਿਆਂ ਉਨ੍ਹਾਂ ਕਿਹਾ ਕਿ ਦੁਸਹਿਰਾ ਦਾ ਤਿਉਹਾਰ ਸਾਨੂੰ ਸੱਚ ਅਤੇ ਧਰਮ ਦੀ ਜਿੱਤ ਦਾ ਸੰਦੇਸ਼ ਦਿੰਦਾ ਹੈ।: [6, 130, 116, 233]
prabh-caption-2: ਖਿਡਾਰਨ 'ਰਾਮੀ' ਸੰਸਥਾ ਦੇ ਮੈਂਬਰਾਂ ਨਾਲ ਖੁਸ਼ੀ ਸਾਂਝੀ ਕਰਦੀ ਹੋਈ।: [172, 1637, 320, 1646]
sports-column-4: ਇਸ ਮੌਕੇ ਖੇਡ ਵਿਭਾਗ ਦੇ ਅਧਿਕਾਰੀ, ਕੋਚ, ਅਧਿਆਪਕ ਅਤੇ ਵੱਡੀ ਗਿਣਤੀ ਵਿੱਚ ਖਿਡਾਰੀ ਹਾਜ਼ਰ ਸਨ। ਅੰਤ ਵਿੱਚ ਸਾਰਿਆਂ ਦਾ ਧੰਨਵਾਦ ਕੀਤਾ ਗਿਆ।: [715, 201, 825, 234]
police-column-2: ਪੁਲਿਸ ਨੇ ਗੁਪਤ ਸੂਚਨਾ ਦੇ ਆਧਾਰ 'ਤੇ ਨਾਕਾਬੰਦੀ ਕਰਕੇ ਇੱਕ ਗੱਡੀ ਨੂੰ ਰੋਕਿਆ ਅਤੇ ਤਲਾਸ਼ੀ ਦੌਰਾਨ ਭਾਰੀ ਮਾਤਰਾ ਵਿੱਚ ਨਸ਼ੀਲੇ ਪਦਾਰਥ ਬਰਾਮਦ ਕੀਤੇ।: [510, 681, 588, 723]
badminton-column-2: ਇਹ ਚੈਂਪੀਅਨਸ਼ਿਪ ਸਥਾਨਕ ਇਨਡੋਰ ਸਟੇਡੀਅਮ ਵਿੱਚ ਕਰਵਾਈ ਜਾਵੇਗੀ ਜਿਸ ਵਿੱਚ ਅੰਡਰ 11, 13, 15 ਅਤੇ 17 ਸਾਲ ਵਰਗ ਦੇ ਮੁਕਾਬਲੇ ਹੋਣਗੇ।: [104, 431, 196, 464]
lead-column-2: ਉਨ੍ਹਾਂ ਕਿਹਾ ਕਿ ਅੱਜ ਦੇ ਸਮੇਂ ਵਿੱਚ ਸਾਨੂੰ ਆਪਣੇ ਅੰਦਰ ਦੀਆਂ ਬੁਰਾਈਆਂ ਨੂੰ ਖਤਮ ਕਰਨਾ ਚਾਹੀਦਾ ਹੈ। ਸਮਾਜ ਵਿੱਚੋਂ ਨਸ਼ਿਆਂ, ਭ੍ਰਿਸ਼ਟਾਚਾਰ ਅਤੇ ਹੋਰ ਕੁਰੀਤੀਆਂ ਨੂੰ ਦੂਰ ਕਰਨ ਲਈ ਸਾਰਿਆਂ ਨੂੰ ਮਿਲ ਕੇ ਹੰਭਲਾ ਮਾਰਨਾ ਪਵੇਗਾ। ਉਨ੍ਹਾਂ ਕਿਹਾ ਕਿ ਨੌਜਵਾਨ ਪੀੜ੍ਹੀ ਨੂੰ ਆਪਣੇ ਸੱਭਿਆਚਾਰ ਅਤੇ ਵਿਰਸੇ ਨਾਲ ਜੁੜਨਾ ਚਾਹੀਦਾ ਹੈ।: [464, 130, 591, 195]
police-photo: [330, 682, 505, 794]
